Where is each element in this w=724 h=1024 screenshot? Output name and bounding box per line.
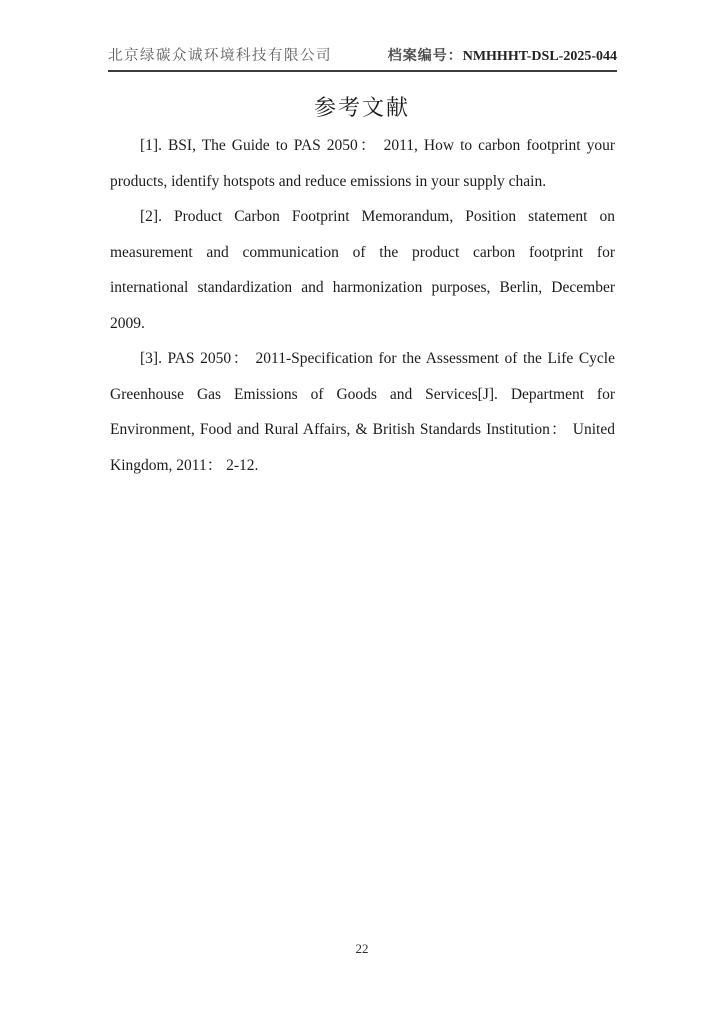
page-header — [108, 44, 617, 72]
archive-number-group — [388, 45, 617, 65]
reference-item-3: [3]. PAS 2050： 2011-Specification for the Assessment of the Life Cycle Greenhouse Gas Emissions of Goods and Services[J]. Department for Environment, Food and Rural Affairs, & British Standards Institution： United Kingdom, 2011： 2-12. — [110, 350, 615, 474]
references-section — [110, 128, 615, 483]
reference-item-1: [1]. BSI, The Guide to PAS 2050： 2011, How to carbon footprint your products, identify hotspots and reduce emissions in your supply chain. — [110, 137, 615, 190]
archive-value: NMHHHT-DSL-2025-044 — [462, 49, 617, 64]
company-name: 北京绿碳众诚环境科技有限公司 — [108, 48, 332, 64]
page-number: 22 — [355, 941, 369, 956]
archive-label: 档案编号： — [387, 49, 463, 64]
reference-item-2: [2]. Product Carbon Footprint Memorandum, Position statement on measurement and communication of the product carbon footprint for international standardization and harmonization purposes, Berlin, December 2009. — [110, 208, 615, 332]
page-title: 参考文献 — [313, 95, 410, 120]
